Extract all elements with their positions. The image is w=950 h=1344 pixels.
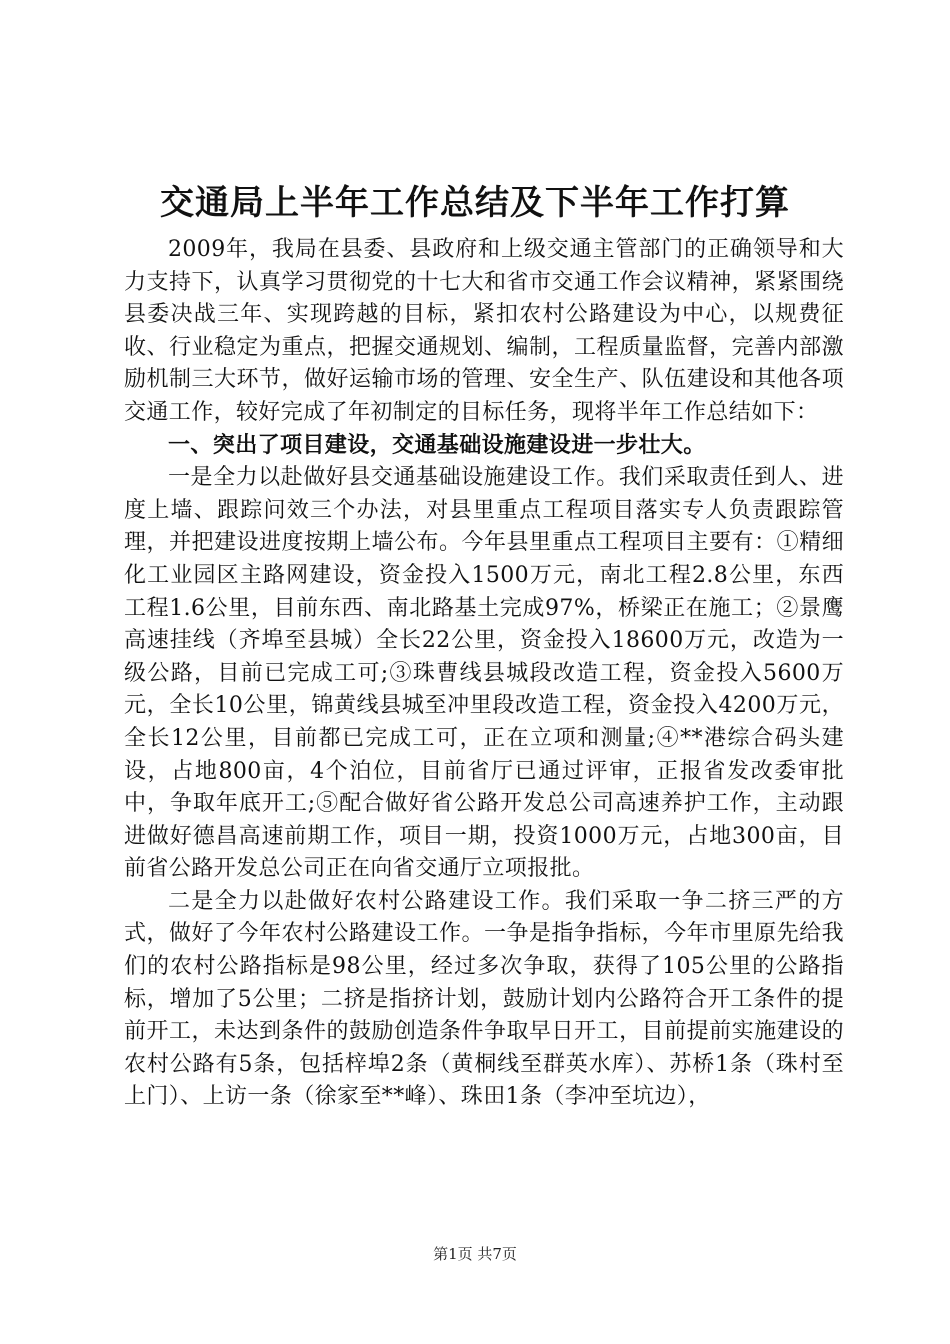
document-body bbox=[124, 234, 844, 1114]
page-footer: 第1页 共7页 bbox=[433, 1245, 517, 1263]
section-heading: 一、突出了项目建设，交通基础设施建设进一步壮大。 bbox=[168, 432, 706, 458]
intro-paragraph: 2009年，我局在县委、县政府和上级交通主管部门的正确领导和大力支持下，认真学习贯彻党的十七大和省市交通工作会议精神，紧紧围绕县委决战三年、实现跨越的目标，紧扣农村公路建设为中心，以规费征收、行业稳定为重点，把握交通规划、编制，工程质量监督，完善内部激励机制三大环节，做好运输市场的管理、安全生产、队伍建设和其他各项交通工作，较好完成了年初制定的目标任务，现将半年工作总结如下： bbox=[124, 237, 844, 425]
infrastructure-paragraph: 一是全力以赴做好县交通基础设施建设工作。我们采取责任到人、进度上墙、跟踪问效三个办法，对县里重点工程项目落实专人负责跟踪管理，并把建设进度按期上墙公布。今年县里重点工程项目主要有：①精细化工业园区主路网建设，资金投入1500万元，南北工程2.8公里，东西工程1.6公里，目前东西、南北路基土完成97%，桥梁正在施工；②景鹰高速挂线（齐埠至县城）全长22公里，资金投入18600万元，改造为一级公路，目前已完成工可;③珠曹线县城段改造工程，资金投入5600万元，全长10公里，锦黄线县城至冲里段改造工程，资金投入4200万元，全长12公里，目前都已完成工可，正在立项和测量;④**港综合码头建设，占地800亩，4个泊位，目前省厅已通过评审，正报省发改委审批中，争取年底开工;⑤配合做好省公路开发总公司高速养护工作，主动跟进做好德昌高速前期工作，项目一期，投资1000万元，占地300亩，目前省公路开发总公司正在向省交通厅立项报批。 bbox=[124, 465, 844, 882]
rural-roads-paragraph: 二是全力以赴做好农村公路建设工作。我们采取一争二挤三严的方式，做好了今年农村公路建设工作。一争是指争指标，今年市里原先给我们的农村公路指标是98公里，经过多次争取，获得了105公里的公路指标，增加了5公里；二挤是指挤计划，鼓励计划内公路符合开工条件的提前开工，未达到条件的鼓励创造条件争取早日开工，目前提前实施建设的农村公路有5条，包括梓埠2条（黄桐线至群英水库）、苏桥1条（珠村至上门）、上访一条（徐家至**峰）、珠田1条（李冲至坑边）， bbox=[124, 888, 844, 1110]
document-title: 交通局上半年工作总结及下半年工作打算 bbox=[160, 183, 790, 223]
